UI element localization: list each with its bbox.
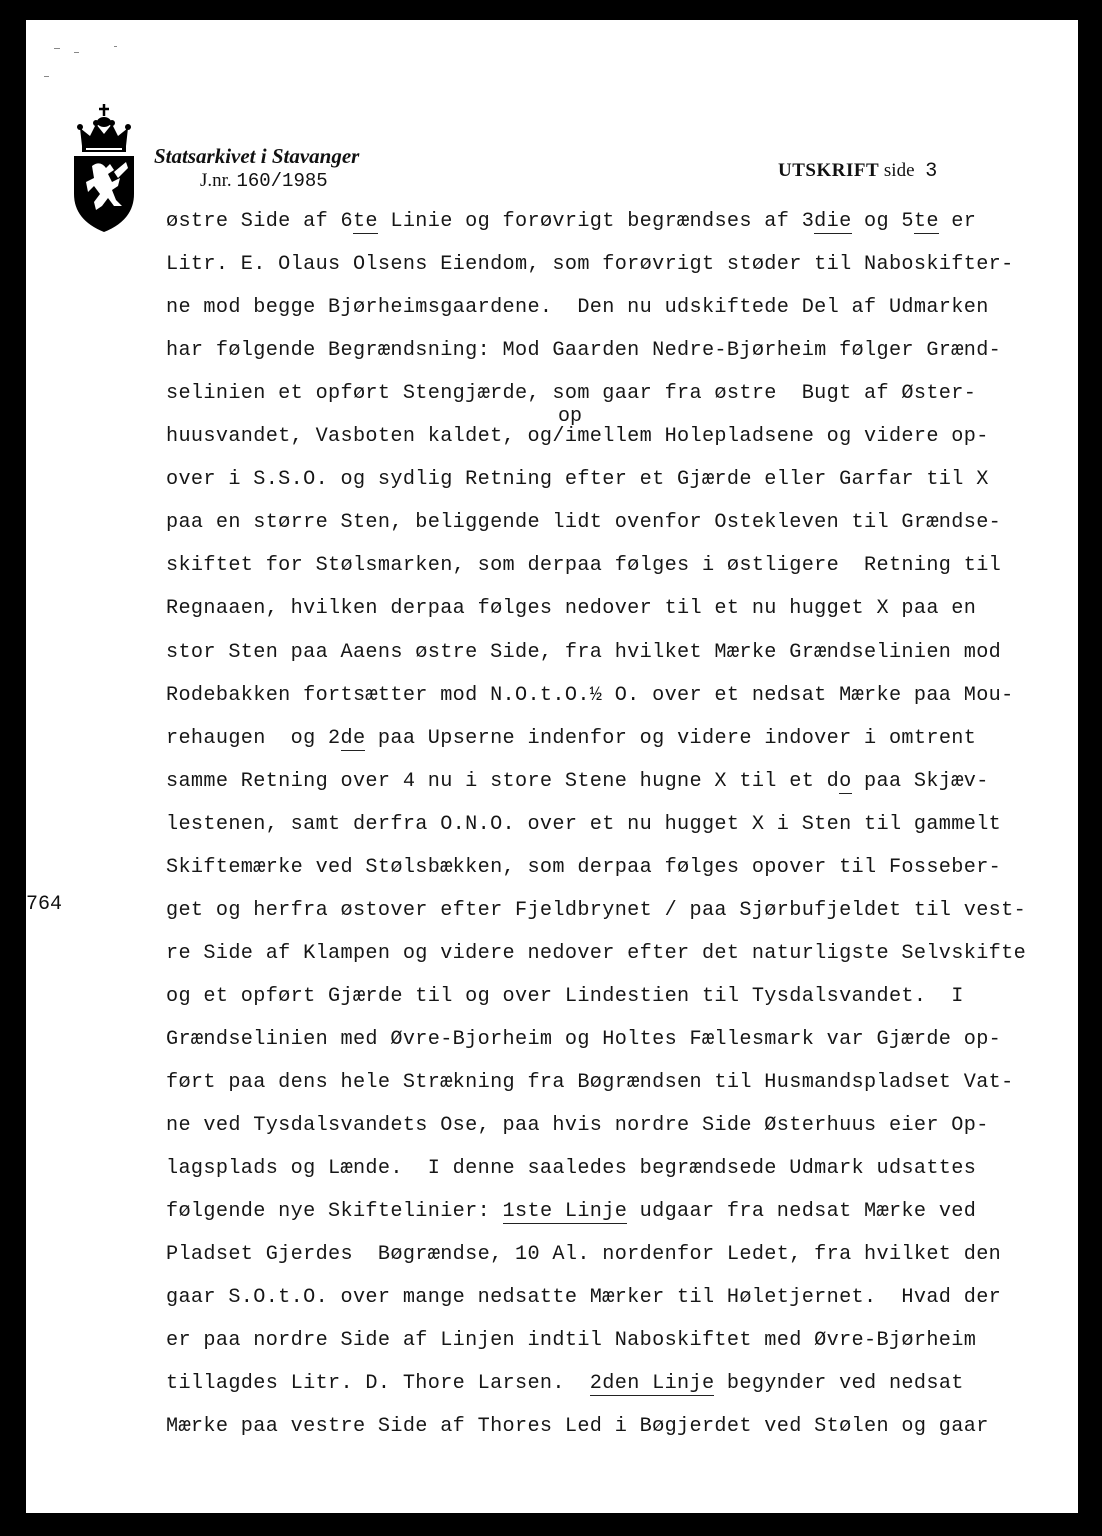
insertion-above: op	[558, 405, 583, 428]
scan-mark	[74, 52, 79, 53]
underlined-text: 1ste Linje	[502, 1200, 628, 1224]
text-line: Pladset Gjerdes Bøgrændse, 10 Al. nordenfor Ledet, fra hvilket den	[166, 1243, 1002, 1267]
norwegian-coat-of-arms-icon	[68, 102, 140, 234]
journal-number-label: J.nr.	[200, 170, 232, 191]
scan-mark	[54, 48, 60, 49]
underlined-text: die	[814, 210, 852, 233]
underlined-text: te	[352, 210, 378, 233]
journal-number-value: 160/1985	[236, 170, 328, 192]
text-line: get og herfra østover efter Fjeldbrynet / paa Sjørbufjeldet til vest-	[166, 898, 1027, 922]
text-line: og et opført Gjærde til og over Lindestien til Tysdalsvandet. I	[166, 984, 964, 1008]
text-line: ne ved Tysdalsvandets Ose, paa hvis nordre Side Østerhuus eier Op-	[166, 1114, 989, 1138]
text-line: re Side af Klampen og videre nedover efter det naturligste Selvskifte	[166, 941, 1027, 965]
side-label: side	[883, 160, 915, 181]
scan-mark	[44, 76, 49, 77]
text-line: følgende nye Skiftelinier: 1ste Linje udgaar fra nedsat Mærke ved	[166, 1200, 977, 1224]
page-number: 3	[925, 160, 938, 183]
underlined-text: de	[340, 726, 366, 750]
text-line: ne mod begge Bjørheimsgaardene. Den nu udskiftede Del af Udmarken	[166, 296, 989, 320]
text-line: ført paa dens hele Strækning fra Bøgrændsen til Husmandspladset Vat-	[166, 1071, 1014, 1094]
text-line: samme Retning over 4 nu i store Stene hugne X til et do paa Skjæv-	[166, 769, 989, 793]
utskrift-label: UTSKRIFT	[778, 160, 880, 181]
underlined-text: 2den Linje	[589, 1372, 715, 1396]
archive-name: Statsarkivet i Stavanger	[154, 144, 360, 168]
text-line: østre Side af 6te Linie og forøvrigt begrændses af 3die og 5te er	[166, 210, 977, 233]
text-line: over i S.S.O. og sydlig Retning efter et Gjærde eller Garfar til X	[166, 468, 989, 492]
text-line: Rodebakken fortsætter mod N.O.t.O.½ O. over et nedsat Mærke paa Mou-	[166, 683, 1014, 707]
text-line: skiftet for Stølsmarken, som derpaa følges i østligere Retning til	[166, 554, 1002, 578]
text-line: selinien et opført Stengjærde, som gaar fra østre Bugt af Øster-	[166, 382, 977, 406]
underlined-text: o	[839, 769, 852, 793]
document-page	[26, 20, 1078, 1513]
page-header-utskrift	[778, 160, 937, 183]
text-line: stor Sten paa Aaens østre Side, fra hvilket Mærke Grændselinien mod	[166, 640, 1002, 664]
journal-number	[200, 170, 328, 192]
text-line: Skiftemærke ved Stølsbækken, som derpaa følges opover til Fosseber-	[166, 855, 1002, 879]
margin-number: 764	[26, 893, 63, 916]
underlined-text: te	[913, 210, 939, 233]
text-line: lestenen, samt derfra O.N.O. over et nu hugget X i Sten til gammelt	[166, 812, 1002, 836]
text-line: Regnaaen, hvilken derpaa følges nedover til et nu hugget X paa en	[166, 597, 977, 621]
text-line: huusvandet, Vasboten kaldet, og/imellem Holepladsene og videre op-	[166, 425, 989, 449]
text-line: tillagdes Litr. D. Thore Larsen. 2den Linje begynder ved nedsat	[166, 1372, 964, 1396]
text-line: Mærke paa vestre Side af Thores Led i Bøgjerdet ved Stølen og gaar	[166, 1415, 989, 1439]
text-line: lagsplads og Lænde. I denne saaledes begrændsede Udmark udsattes	[166, 1157, 977, 1181]
text-line: har følgende Begrændsning: Mod Gaarden Nedre-Bjørheim følger Grænd-	[166, 339, 1002, 363]
scan-mark	[114, 46, 117, 47]
text-line: Litr. E. Olaus Olsens Eiendom, som forøvrigt støder til Naboskifter-	[166, 253, 1014, 277]
text-line: paa en større Sten, beliggende lidt ovenfor Ostekleven til Grændse-	[166, 511, 1002, 535]
text-line: gaar S.O.t.O. over mange nedsatte Mærker til Høletjernet. Hvad der	[166, 1286, 1002, 1310]
text-line: Grændselinien med Øvre-Bjorheim og Holtes Fællesmark var Gjærde op-	[166, 1027, 1002, 1051]
text-line: rehaugen og 2de paa Upserne indenfor og videre indover i omtrent	[166, 726, 977, 750]
text-line: er paa nordre Side af Linjen indtil Naboskiftet med Øvre-Bjørheim	[166, 1329, 977, 1353]
